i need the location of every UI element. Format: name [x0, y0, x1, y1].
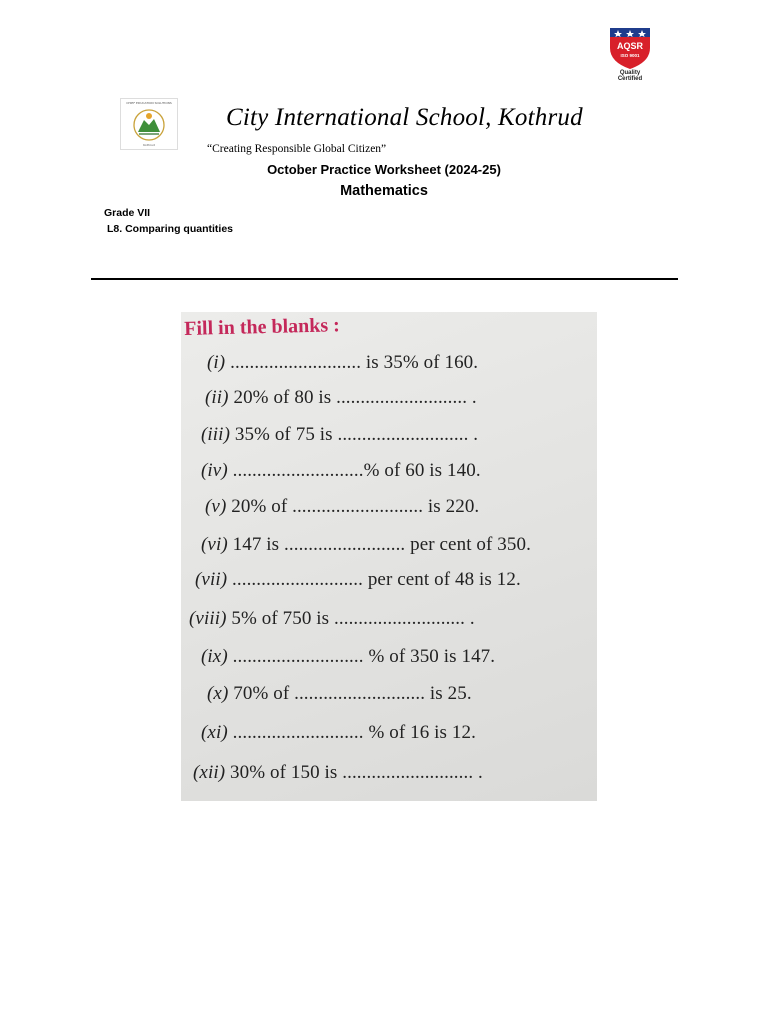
exercise-heading: Fill in the blanks :	[184, 314, 341, 340]
question-text: 70% of ........................... is 25.	[233, 683, 472, 704]
chapter-label: L8. Comparing quantities	[107, 223, 234, 235]
question-number: (xii)	[193, 762, 226, 783]
question-text: 20% of 80 is ........................... .	[233, 387, 477, 408]
question-text: ........................... % of 16 is 12.	[232, 722, 476, 743]
question-number: (v)	[205, 496, 227, 517]
question-text: ........................... per cent of 48 is 12.	[232, 569, 521, 590]
worksheet-title: October Practice Worksheet (2024-25)	[267, 162, 501, 177]
question-text: 5% of 750 is ........................... .	[231, 608, 475, 629]
logo-emblem-icon	[121, 99, 177, 149]
question-text: 35% of 75 is ........................... .	[234, 424, 479, 445]
question-row	[205, 387, 477, 409]
question-text: ...........................% of 60 is 140.	[232, 460, 481, 481]
question-row	[205, 496, 479, 518]
question-number: (viii)	[189, 608, 227, 629]
question-text: 147 is ......................... per cent of 350.	[232, 534, 531, 555]
aqsr-certification-badge	[606, 26, 654, 82]
school-logo	[120, 98, 178, 150]
question-number: (xi)	[201, 722, 228, 743]
school-motto: “Creating Responsible Global Citizen”	[207, 143, 387, 155]
badge-main-text: AQSR	[616, 41, 643, 51]
grade-label: Grade VII	[104, 207, 151, 219]
question-row	[207, 352, 478, 374]
badge-certified-text: Certified	[617, 76, 643, 82]
question-row	[201, 646, 495, 668]
question-row	[201, 460, 481, 482]
question-number: (vii)	[195, 569, 228, 590]
subject-title: Mathematics	[340, 183, 428, 199]
question-row	[201, 534, 531, 556]
question-number: (iii)	[201, 424, 230, 445]
question-row	[207, 683, 472, 705]
question-number: (ii)	[205, 387, 229, 408]
question-row	[201, 424, 478, 446]
exercise-scan	[181, 312, 597, 801]
question-text: 30% of 150 is ........................... .	[230, 762, 483, 783]
question-number: (x)	[207, 683, 229, 704]
question-text: ........................... % of 350 is 147.	[232, 646, 496, 667]
badge-iso-text: ISO 9001	[620, 53, 640, 58]
question-number: (iv)	[201, 460, 228, 481]
question-row	[189, 608, 475, 630]
logo-top-text: CHIEF EDUCATION SOLUTIONS	[126, 101, 172, 105]
question-row	[201, 722, 476, 744]
question-row	[193, 762, 483, 784]
question-number: (vi)	[201, 534, 228, 555]
question-row	[195, 569, 521, 591]
header-divider	[91, 278, 678, 280]
question-text: 20% of ........................... is 220.	[231, 496, 480, 517]
question-number: (ix)	[201, 646, 228, 667]
question-text: ........................... is 35% of 160.	[230, 352, 479, 373]
badge-quality-text: Quality	[619, 70, 641, 76]
logo-place-text: Kothrud	[143, 143, 155, 147]
question-number: (i)	[207, 352, 226, 373]
school-name: City International School, Kothrud	[226, 104, 583, 131]
